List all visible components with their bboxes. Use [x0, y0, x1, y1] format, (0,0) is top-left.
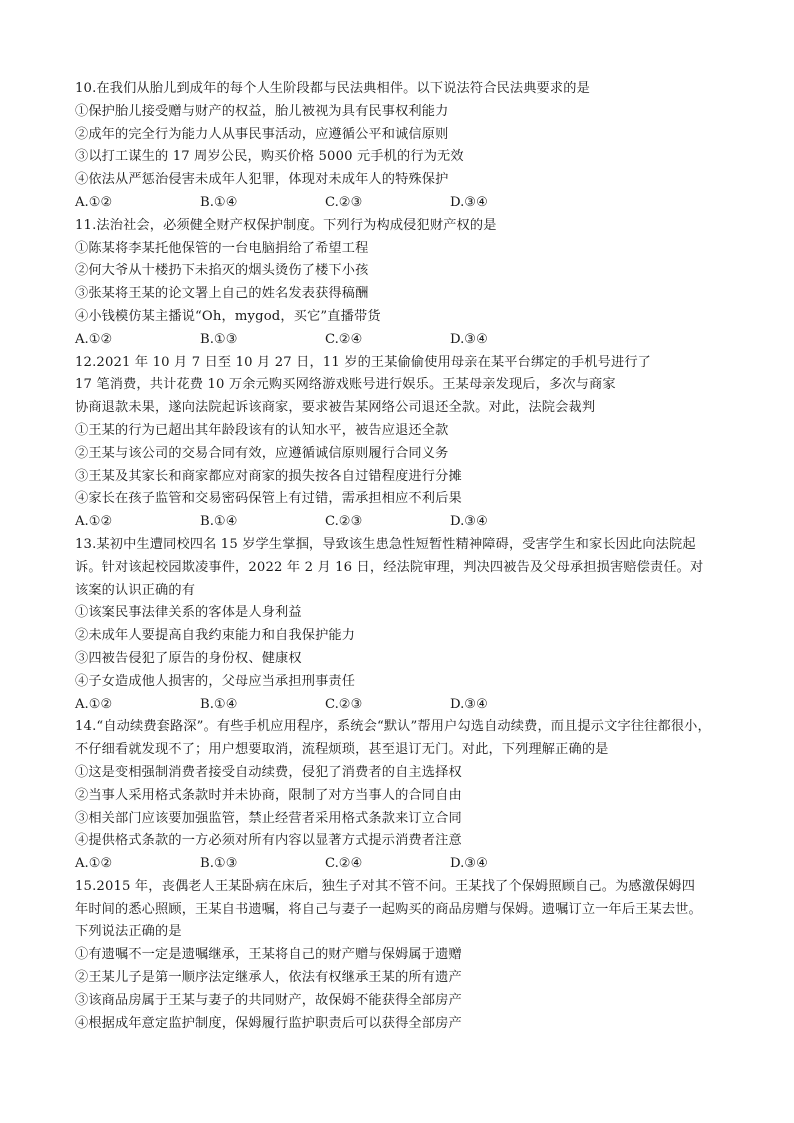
question-block — [75, 876, 725, 1036]
statement-item: ①保护胎儿接受赠与财产的权益，胎儿被视为具有民事权利能力 — [75, 103, 449, 119]
answer-options — [75, 853, 725, 876]
question-stem-line: 13.某初中生遭同校四名 15 岁学生掌掴，导致该生患急性短暂性精神障碍，受害学生和家长因此向法院起 — [75, 536, 696, 552]
statement-item: ①王某的行为已超出其年龄段该有的认知水平，被告应退还全款 — [75, 422, 449, 438]
question-stem-line: 10.在我们从胎儿到成年的每个人生阶段都与民法典相伴。以下说法符合民法典要求的是 — [75, 81, 590, 96]
answer-options — [75, 329, 725, 352]
answer-option: A.①② — [75, 331, 113, 347]
statement-item: ②王某与该公司的交易合同有效，应遵循诚信原则履行合同义务 — [75, 445, 449, 461]
answer-options — [75, 694, 725, 717]
statement-item: ②成年的完全行为能力人从事民事活动，应遵循公平和诚信原则 — [75, 126, 449, 142]
answer-options — [75, 511, 725, 534]
question-stem-line: 15.2015 年，丧偶老人王某卧病在床后，独生子对其不管不问。王某找了个保姆照顾自己。为感激保姆四 — [75, 878, 696, 894]
question-stem-line: 年时间的悉心照顾，王某自书遗嘱，将自己与妻子一起购买的商品房赠与保姆。遗嘱订立一年后王某去世。 — [75, 901, 702, 917]
statement-item: ①该案民事法律关系的客体是人身利益 — [75, 605, 302, 621]
answer-option: D.③④ — [450, 194, 488, 210]
answer-option: A.①② — [75, 856, 113, 872]
question-block — [75, 534, 725, 716]
exam-page — [75, 78, 725, 1035]
statement-item: ③以打工谋生的 17 周岁公民，购买价格 5000 元手机的行为无效 — [75, 149, 464, 165]
answer-option: C.②③ — [325, 514, 363, 530]
answer-option: A.①② — [75, 696, 113, 712]
statement-item: ③王某及其家长和商家都应对商家的损失按各自过错程度进行分摊 — [75, 468, 462, 484]
answer-option: B.①④ — [200, 696, 238, 712]
question-stem-line: 17 笔消费，共计花费 10 万余元购买网络游戏账号进行娱乐。王某母亲发现后，多次与商家 — [75, 377, 616, 393]
answer-option: D.③④ — [450, 331, 488, 347]
statement-item: ④提供格式条款的一方必须对所有内容以显著方式提示消费者注意 — [75, 833, 462, 849]
statement-item: ④依法从严惩治侵害未成年人犯罪，体现对未成年人的特殊保护 — [75, 172, 449, 188]
question-stem-line: 12.2021 年 10 月 7 日至 10 月 27 日，11 岁的王某偷偷使用母亲在某平台绑定的手机号进行了 — [75, 354, 651, 370]
statement-item: ③张某将王某的论文署上自己的姓名发表获得稿酬 — [75, 286, 369, 302]
answer-option: C.②③ — [325, 194, 363, 210]
answer-option: B.①③ — [200, 856, 238, 872]
question-stem-line: 诉。针对该起校园欺凌事件，2022 年 2 月 16 日，经法院审理，判决四被告及父母承担损害赔偿责任。对 — [75, 559, 704, 575]
statement-item: ①这是变相强制消费者接受自动续费，侵犯了消费者的自主选择权 — [75, 764, 462, 780]
question-stem-line: 该案的认识正确的有 — [75, 582, 196, 598]
question-block — [75, 716, 725, 876]
statement-item: ②当事人采用格式条款时并未协商，限制了对方当事人的合同自由 — [75, 787, 462, 803]
answer-options — [75, 192, 725, 215]
statement-item: ②何大爷从十楼扔下未掐灭的烟头烫伤了楼下小孩 — [75, 263, 369, 279]
answer-option: D.③④ — [450, 514, 488, 530]
statement-item: ①陈某将李某托他保管的一台电脑捐给了希望工程 — [75, 240, 369, 256]
statement-item: ③该商品房属于王某与妻子的共同财产，故保姆不能获得全部房产 — [75, 992, 462, 1008]
statement-item: ②未成年人要提高自我约束能力和自我保护能力 — [75, 628, 356, 644]
question-stem-line: 不仔细看就发现不了；用户想要取消，流程烦琐，甚至退订无门。对此，下列理解正确的是 — [75, 742, 609, 758]
answer-option: C.②③ — [325, 696, 363, 712]
statement-item: ②王某儿子是第一顺序法定继承人，依法有权继承王某的所有遗产 — [75, 970, 462, 986]
question-stem-line: 协商退款未果，遂向法院起诉该商家，要求被告某网络公司退还全款。对此，法院会裁判 — [75, 400, 596, 416]
answer-option: C.②④ — [325, 856, 363, 872]
question-stem-line: 14.“自动续费套路深”。有些手机应用程序，系统会“默认”帮用户勾选自动续费，而且提示文字往往都很小， — [75, 719, 711, 735]
statement-item: ④子女造成他人损害的，父母应当承担刑事责任 — [75, 673, 356, 689]
answer-option: B.①③ — [200, 331, 238, 347]
answer-option: C.②④ — [325, 331, 363, 347]
statement-item: ①有遗嘱不一定是遗嘱继承，王某将自己的财产赠与保姆属于遗赠 — [75, 947, 462, 963]
answer-option: B.①④ — [200, 194, 238, 210]
answer-option: A.①② — [75, 514, 113, 530]
question-block — [75, 215, 725, 352]
statement-item: ④家长在孩子监管和交易密码保管上有过错，需承担相应不利后果 — [75, 491, 462, 507]
question-block — [75, 352, 725, 534]
answer-option: D.③④ — [450, 856, 488, 872]
statement-item: ③相关部门应该要加强监管，禁止经营者采用格式条款来订立合同 — [75, 810, 462, 826]
answer-option: B.①④ — [200, 514, 238, 530]
question-stem-line: 下列说法正确的是 — [75, 924, 182, 940]
answer-option: A.①② — [75, 194, 113, 210]
statement-item: ③四被告侵犯了原告的身份权、健康权 — [75, 650, 302, 666]
statement-item: ④根据成年意定监护制度，保姆履行监护职责后可以获得全部房产 — [75, 1015, 462, 1031]
answer-option: D.③④ — [450, 696, 488, 712]
question-block — [75, 78, 725, 215]
statement-item: ④小钱模仿某主播说“Oh，mygod，买它”直播带货 — [75, 308, 381, 324]
question-stem-line: 11.法治社会，必须健全财产权保护制度。下列行为构成侵犯财产权的是 — [75, 217, 497, 233]
